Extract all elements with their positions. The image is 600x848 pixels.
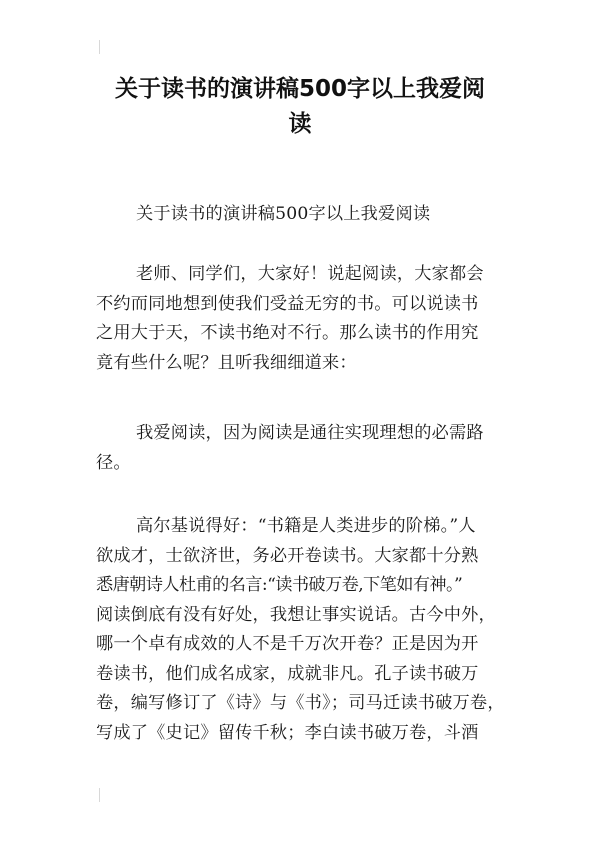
paragraph-line: 径。 xyxy=(96,452,131,473)
paragraph-love-reading xyxy=(96,419,510,478)
page-corner-mark-top xyxy=(99,40,100,54)
paragraph-line: 老师、同学们，大家好！说起阅读，大家都会 xyxy=(136,264,484,284)
paragraph-line: 我爱阅读，因为阅读是通往实现理想的必需路 xyxy=(136,423,484,443)
paragraph-line: 之用大于天，不读书绝对不行。那么读书的作用究 xyxy=(96,323,479,343)
paragraph-line: 高尔基说得好：“书籍是人类进步的阶梯。”人 xyxy=(136,516,476,536)
title-line: 关于读书的演讲稿500字以上我爱阅 xyxy=(114,76,485,102)
paragraph-line: 不约而同地想到使我们受益无穷的书。可以说读书 xyxy=(96,293,479,314)
paragraph-line: 卷，编写修订了《诗》与《书》；司马迁读书破万卷， xyxy=(96,693,505,713)
subtitle-line: 关于读书的演讲稿500字以上我爱阅读 xyxy=(136,204,431,224)
paragraph-gorky-quote xyxy=(96,512,510,748)
paragraph-line: 悉唐朝诗人杜甫的名言:“读书破万卷,下笔如有神。” xyxy=(96,575,463,595)
paragraph-line: 阅读倒底有没有好处，我想让事实说话。古今中外， xyxy=(96,604,496,625)
page-corner-mark-bottom xyxy=(99,788,100,802)
paragraph-line: 竟有些什么呢？且听我细细道来： xyxy=(96,352,357,373)
paragraph-line: 欲成才，士欲济世，务必开卷读书。大家都十分熟 xyxy=(96,545,479,566)
paragraph-line: 哪一个卓有成效的人不是千万次开卷？正是因为开 xyxy=(96,634,479,654)
document-subtitle xyxy=(96,200,510,230)
document-title xyxy=(90,72,510,142)
paragraph-line: 卷读书，他们成名成家，成就非凡。孔子读书破万 xyxy=(96,663,479,684)
title-line: 读 xyxy=(288,111,312,137)
paragraph-greeting xyxy=(96,260,510,378)
paragraph-line: 写成了《史记》留传千秋；李白读书破万卷，斗酒 xyxy=(96,722,479,743)
